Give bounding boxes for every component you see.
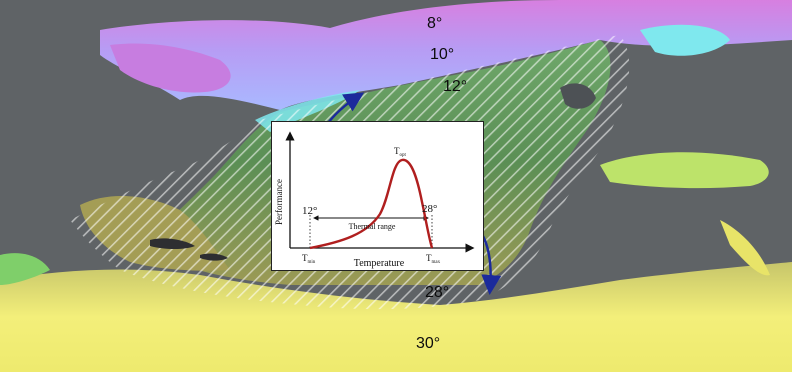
isotherm-label-12: 12° [443, 78, 468, 95]
t-max-label: $T_{max}$ [426, 253, 441, 265]
isotherm-label-28: 28° [425, 284, 450, 301]
performance-curve [310, 160, 432, 248]
isotherm-label-10: 10° [430, 46, 455, 63]
y-axis-label: Performance [274, 179, 284, 225]
thermal-performance-inset [271, 121, 484, 271]
isotherm-label-8: 8° [427, 15, 443, 32]
thermal-range-label: Thermal range [348, 222, 396, 231]
left-value-label: 12° [302, 205, 318, 217]
t-opt-label: $T_{opt}$ [394, 146, 406, 158]
right-value-label: 28° [422, 203, 438, 215]
isotherm-label-30: 30° [416, 335, 441, 352]
t-min-label: $T_{min}$ [302, 253, 316, 265]
x-axis-label: Temperature [353, 258, 405, 269]
performance-curve-chart [272, 122, 483, 270]
